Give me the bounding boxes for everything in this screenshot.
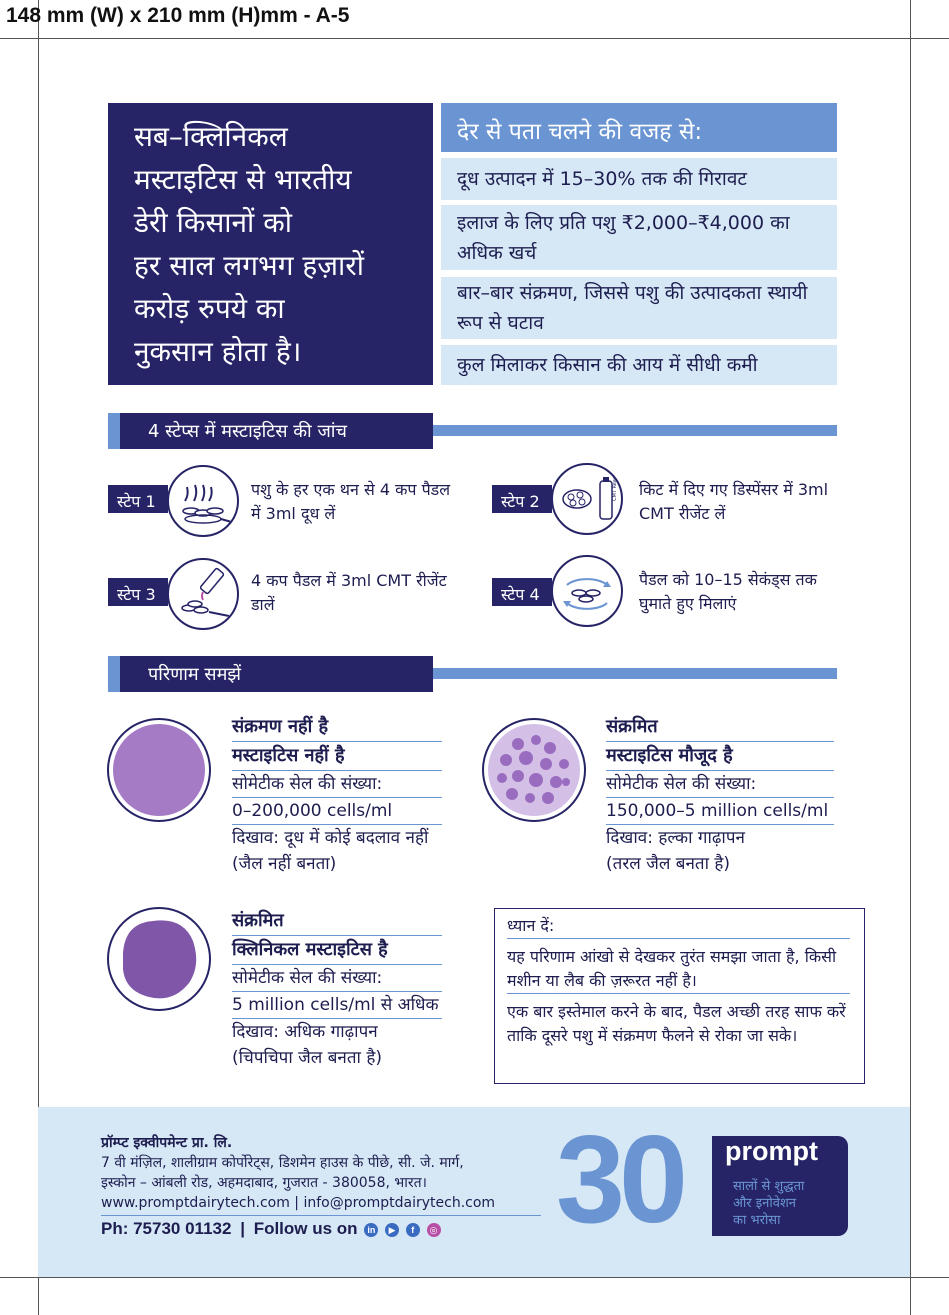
section-rule <box>433 668 837 679</box>
pour-reagent-icon <box>167 558 239 630</box>
web-link[interactable]: www.promptdairytech.com | info@promptdairytech.com <box>101 1193 541 1216</box>
result-positive-icon <box>482 718 586 822</box>
step-1-label: स्टेप 1 <box>108 485 168 513</box>
result-count: 5 million cells/ml से अधिक <box>232 992 442 1019</box>
result-appearance: दिखाव: दूध में कोई बदलाव नहीं <box>232 828 429 848</box>
contact-line <box>101 1219 441 1239</box>
bottle-label: CMT Reagent <box>612 467 618 501</box>
result-count-label: सोमेटीक सेल की संख्या: <box>606 771 834 798</box>
company-info <box>101 1133 541 1216</box>
note-title: ध्यान दें: <box>507 914 850 939</box>
section-tab <box>108 413 120 449</box>
result-count-label: सोमेटीक सेल की संख्या: <box>232 771 442 798</box>
follow-label: Follow us on <box>253 1219 358 1238</box>
step-4-text: पैडल को 10–15 सेकंड्स तक घुमाते हुए मिलाएं <box>639 570 817 613</box>
result-count-label: सोमेटीक सेल की संख्या: <box>232 965 442 992</box>
result-appearance: दिखाव: अधिक गाढ़ापन <box>232 1022 378 1042</box>
address-line: 7 वी मंज़िल, शालीग्राम कोर्पोरेट्स, डिशमेन हाउस के पीछे, सी. जे. मार्ग, <box>101 1155 464 1171</box>
result-clinical <box>232 907 442 1071</box>
linkedin-icon[interactable]: in <box>364 1223 378 1237</box>
result-diagnosis: क्लिनिकल मस्टाइटिस है <box>232 936 442 965</box>
note-text-1: यह परिणाम आंखो से देखकर तुरंत समझा जाता है, किसी मशीन या लैब की ज़रूरत नहीं है। <box>507 945 850 994</box>
item-text: बार–बार संक्रमण, जिससे पशु की उत्पादकता स्थायी रूप से घटाव <box>457 282 808 334</box>
item-text: दूध उत्पादन में 15–30% तक की गिरावट <box>457 168 747 190</box>
result-subclinical <box>606 713 834 877</box>
address-line: इस्कोन – आंबली रोड, अहमदाबाद, गुजरात - 380058, भारत। <box>101 1175 427 1191</box>
result-status: संक्रमित <box>232 907 442 936</box>
swirl-paddle-icon <box>551 555 623 627</box>
result-status: संक्रमण नहीं है <box>232 713 442 742</box>
brand-logo: prompt <box>725 1136 818 1166</box>
result-count: 0–200,000 cells/ml <box>232 798 442 825</box>
result-count: 150,000–5 million cells/ml <box>606 798 834 825</box>
result-negative-icon <box>107 718 211 822</box>
results-section-title: परिणाम समझें <box>120 656 433 692</box>
tagline-line: और इनोवेशन <box>733 1196 796 1211</box>
result-appearance-note: (जैल नहीं बनता) <box>232 854 337 874</box>
reagent-dispenser-icon <box>551 463 623 535</box>
tagline-line: सालों से शुद्धता <box>733 1179 805 1194</box>
late-detection-item <box>441 277 837 339</box>
page-size-label: 148 mm (W) x 210 mm (H)mm - A-5 <box>6 4 350 27</box>
hero-line: मस्टाइटिस से भारतीय <box>134 163 352 196</box>
step-2-text: किट में दिए गए डिस्पेंसर में 3ml CMT रीजेंट लें <box>639 480 829 523</box>
facebook-icon[interactable]: f <box>406 1223 420 1237</box>
milk-paddle-icon <box>167 465 239 537</box>
hero-line: करोड़ रुपये का <box>134 292 285 325</box>
note-text-2: एक बार इस्तेमाल करने के बाद, पैडल अच्छी तरह साफ करें ताकि दूसरे पशु में संक्रमण फैलने से रोका जा सके। <box>507 1002 846 1045</box>
tagline-line: का भरोसा <box>733 1213 781 1228</box>
item-text: इलाज के लिए प्रति पशु ₹2,000–₹4,000 का अधिक खर्च <box>457 211 790 264</box>
late-detection-item <box>441 158 837 200</box>
step-1-text: पशु के हर एक थन से 4 कप पैडल में 3ml दूध लें <box>251 480 451 523</box>
result-diagnosis: मस्टाइटिस नहीं है <box>232 742 442 771</box>
step-3-label: स्टेप 3 <box>108 578 168 606</box>
step-2-label: स्टेप 2 <box>492 485 552 513</box>
hero-line: सब–क्लिनिकल <box>134 120 288 153</box>
divider: | <box>240 1219 245 1238</box>
brand-tagline <box>733 1178 804 1229</box>
section-rule <box>433 425 837 436</box>
result-negative <box>232 713 442 877</box>
section-tab <box>108 656 120 692</box>
hero-headline <box>108 103 433 385</box>
item-text: कुल मिलाकर किसान की आय में सीधी कमी <box>457 354 758 376</box>
result-clinical-icon <box>107 907 211 1011</box>
result-appearance-note: (तरल जैल बनता है) <box>606 854 731 874</box>
negative-sample-fill <box>113 724 205 816</box>
late-detection-title: देर से पता चलने की वजह से: <box>441 103 837 152</box>
youtube-icon[interactable]: ▶ <box>385 1223 399 1237</box>
late-detection-item <box>441 205 837 270</box>
late-detection-item <box>441 345 837 385</box>
note-box <box>494 908 865 1084</box>
result-appearance: दिखाव: हल्का गाढ़ापन <box>606 828 745 848</box>
hero-line: डेरी किसानों को <box>134 206 292 239</box>
step-3-text: 4 कप पैडल में 3ml CMT रीजेंट डालें <box>251 571 447 614</box>
hero-line: हर साल लगभग हज़ारों <box>134 249 364 282</box>
instagram-icon[interactable]: ◎ <box>427 1223 441 1237</box>
company-name: प्रॉम्प्ट इक्वीपमेन्ट प्रा. लि. <box>101 1135 233 1151</box>
hero-line: नुकसान होता है। <box>134 335 302 368</box>
result-appearance-note: (चिपचिपा जैल बनता है) <box>232 1048 382 1068</box>
steps-section-title: 4 स्टेप्स में मस्टाइटिस की जांच <box>120 413 433 449</box>
anniversary-number: 30 <box>556 1111 682 1249</box>
step-4-label: स्टेप 4 <box>492 578 552 606</box>
phone-number[interactable]: Ph: 75730 01132 <box>101 1219 232 1238</box>
result-status: संक्रमित <box>606 713 834 742</box>
result-diagnosis: मस्टाइटिस मौजूद है <box>606 742 834 771</box>
